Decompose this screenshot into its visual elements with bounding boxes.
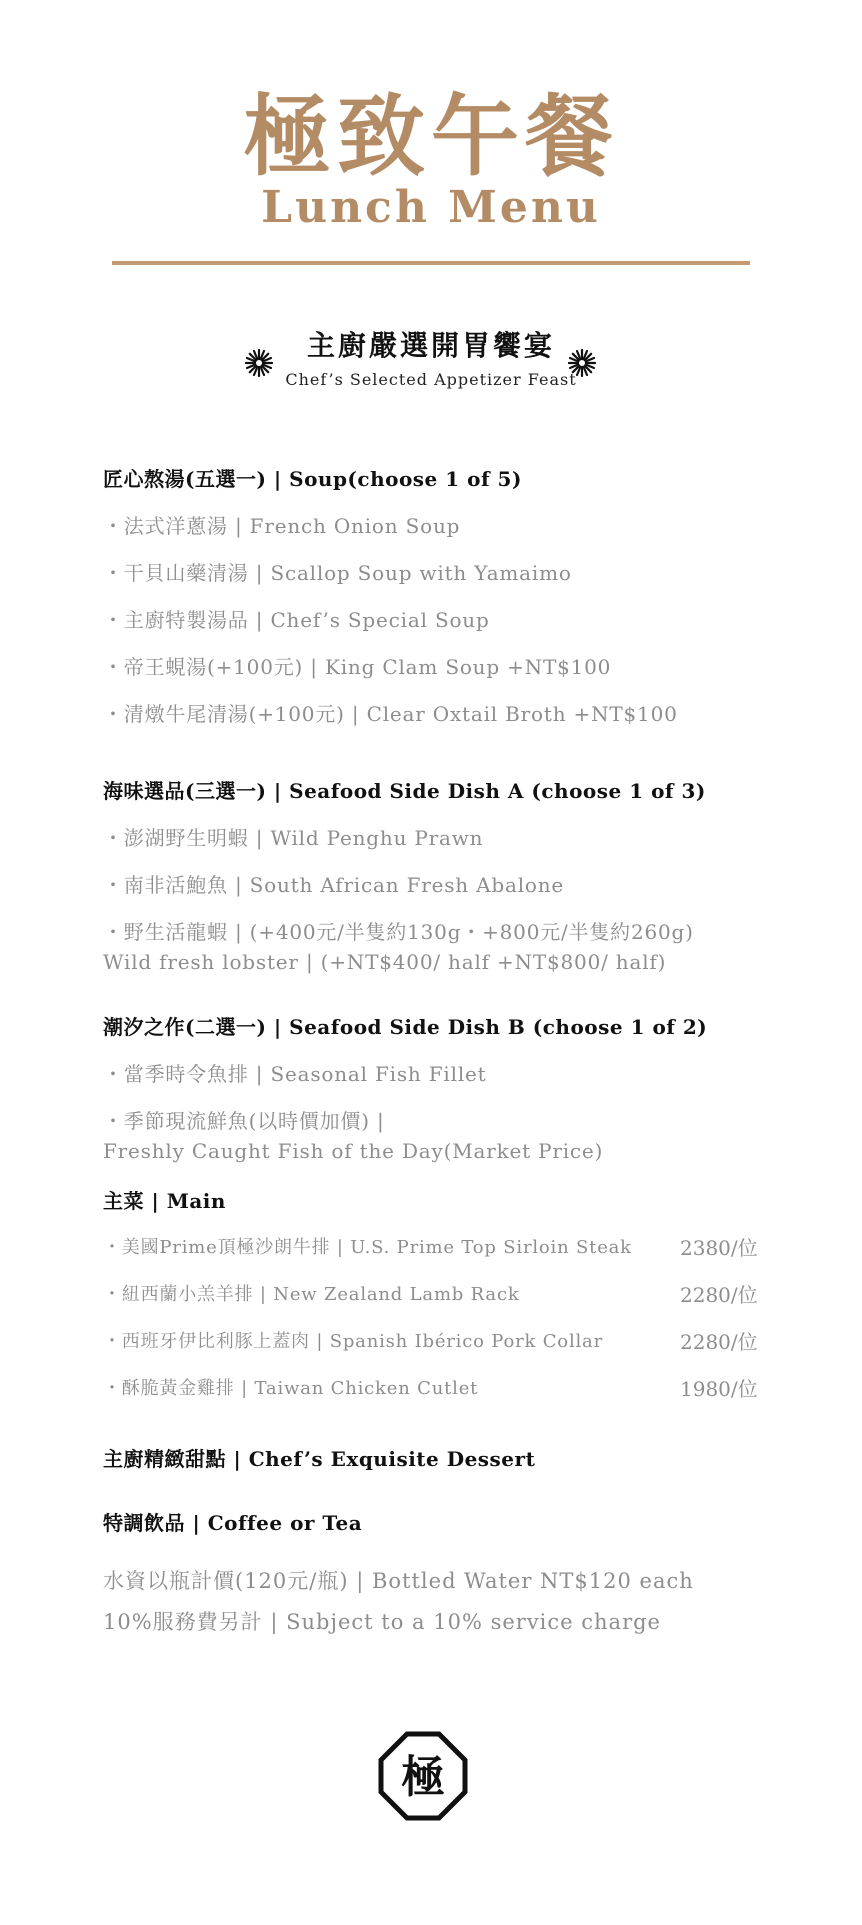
soup-heading: 匠心熬湯(五選一) | Soup(choose 1 of 5) [103,467,522,491]
list-item: ・法式洋蔥湯 | French Onion Soup [103,514,461,538]
list-item: ・干貝山藥清湯 | Scallop Soup with Yamaimo [103,561,572,585]
list-item: ・季節現流鮮魚(以時價加價) | [103,1109,385,1133]
main-item-name: ・美國Prime頂極沙朗牛排 | U.S. Prime Top Sirloin Steak [103,1237,632,1258]
seafood-b-heading: 潮汐之作(二選一) | Seafood Side Dish B (choose 1 of 2) [103,1015,708,1039]
main-item-price: 2280/位 [680,1330,758,1354]
feast-title-zh: 主廚嚴選開胃饗宴 [306,329,555,362]
main-item-price: 2380/位 [680,1236,758,1260]
main-item-price: 1980/位 [680,1377,758,1401]
drink-heading: 特調飲品 | Coffee or Tea [103,1511,363,1535]
list-item: Freshly Caught Fish of the Day(Market Price) [103,1139,604,1163]
dessert-heading: 主廚精緻甜點 | Chef’s Exquisite Dessert [103,1447,536,1471]
feast-title-en: Chef’s Selected Appetizer Feast [285,370,577,389]
list-item: ・主廚特製湯品 | Chef’s Special Soup [103,608,490,632]
list-item: ・澎湖野生明蝦 | Wild Penghu Prawn [103,826,484,850]
menu-header [0,84,862,234]
header-divider [112,261,750,265]
page-title-zh: 極致午餐 [242,84,619,188]
octagon-logo-icon [377,1730,469,1822]
feast-title-block [0,326,862,392]
list-item: ・南非活鮑魚 | South African Fresh Abalone [103,873,565,897]
list-item: ・當季時令魚排 | Seasonal Fish Fillet [103,1062,487,1086]
seafood-a-heading: 海味選品(三選一) | Seafood Side Dish A (choose 1 of 3) [103,779,706,803]
water-note: 水資以瓶計價(120元/瓶) | Bottled Water NT$120 each [103,1569,694,1593]
main-heading: 主菜 | Main [103,1189,226,1213]
list-item: ・野生活龍蝦 | (+400元/半隻約130g・+800元/半隻約260g) [103,920,694,944]
list-item: Wild fresh lobster | (+NT$400/ half +NT$800/ half) [103,950,667,974]
main-item-name: ・紐西蘭小羔羊排 | New Zealand Lamb Rack [103,1284,520,1305]
main-item-name: ・酥脆黃金雞排 | Taiwan Chicken Cutlet [103,1378,479,1399]
main-item-price: 2280/位 [680,1283,758,1307]
service-charge-note: 10%服務費另計 | Subject to a 10% service charge [103,1610,661,1634]
main-item-name: ・西班牙伊比利豚上蓋肉 | Spanish Ibérico Pork Collar [103,1331,603,1352]
list-item: ・帝王蜆湯(+100元) | King Clam Soup +NT$100 [103,655,612,679]
page-title-en: Lunch Menu [261,182,601,233]
list-item: ・清燉牛尾清湯(+100元) | Clear Oxtail Broth +NT$100 [103,702,678,726]
logo-glyph: 極 [401,1752,445,1803]
